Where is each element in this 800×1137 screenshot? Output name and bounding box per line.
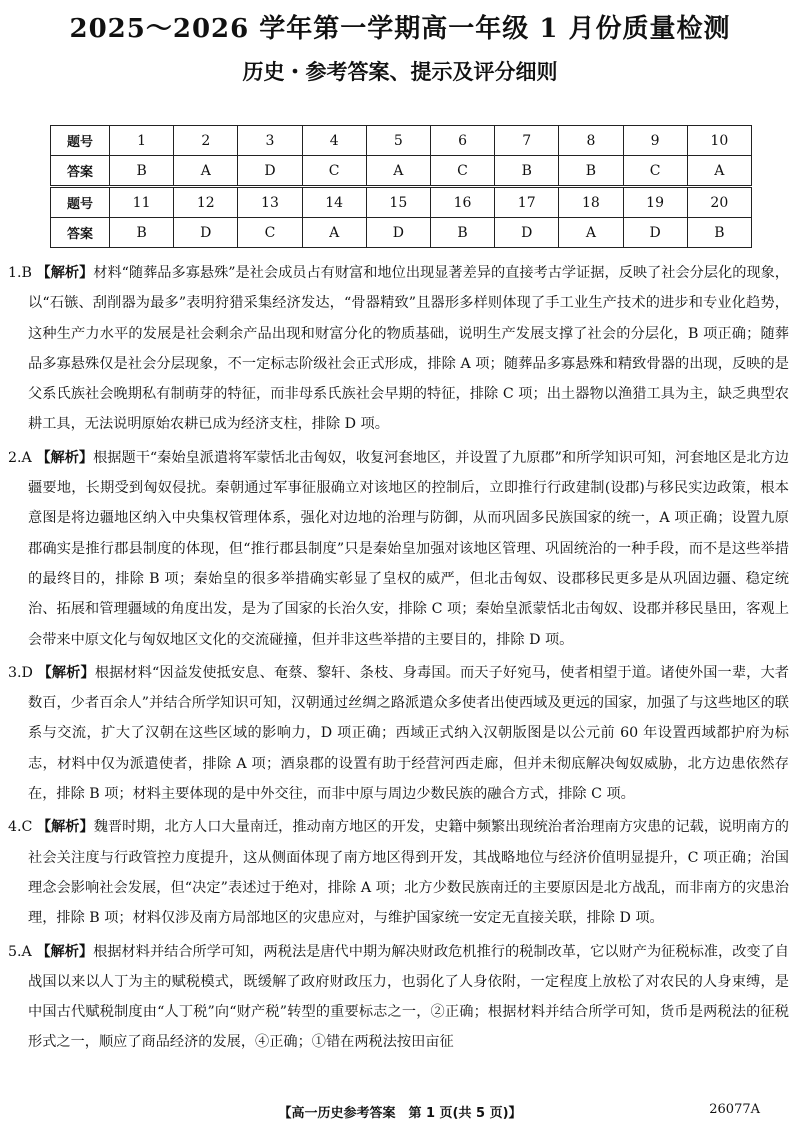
item-answer: B — [21, 265, 32, 281]
footer-paper-code: 26077A — [709, 1102, 760, 1117]
answer-row — [51, 156, 752, 187]
footer-page-info: 【高一历史参考答案 第 1 页(共 5 页)】 — [278, 1106, 522, 1121]
answer-cell: A — [687, 156, 751, 187]
question-number-cell: 15 — [366, 187, 430, 218]
analysis-tag: 【解析】 — [36, 943, 94, 960]
answer-cell: B — [559, 156, 623, 187]
row-label-answer: 答案 — [51, 156, 110, 187]
answer-row — [51, 218, 752, 248]
answer-cell: D — [495, 218, 559, 248]
answer-cell: A — [559, 218, 623, 248]
item-number: 4. — [8, 819, 22, 836]
answer-cell: A — [366, 156, 430, 187]
answer-cell: B — [110, 218, 174, 248]
analysis-tag: 【解析】 — [37, 664, 95, 681]
item-text: 材料“随葬品多寡悬殊”是社会成员占有财富和地位出现显著差异的直接考古学证据，反映了社会分层化的现象，以“石镞、刮削器为最多”表明狩猎采集经济发达，“骨器精致”且器形多样则体现了手工业生产技术的进步和专业化趋势，这种生产力水平的发展是社会剩余产品出现和财富分化的物质基础，说明生产发展支撑了社会的分层化，B 项正确；随葬品多寡悬殊仅是社会分层现象，不一定标志阶级社会正式形成，排除 A 项；随葬品多寡悬殊和精致骨器的出现，反映的是父系氏族社会晚期私有制萌芽的特征，而非母系氏族社会早期的特征，排除 C 项；出土器物以渔猎工具为主，缺乏典型农耕工具，无法说明原始农耕已成为经济支柱，排除 D 项。 — [28, 265, 789, 433]
explanation-item — [8, 258, 789, 440]
question-number-cell: 20 — [687, 187, 751, 218]
answer-cell: C — [430, 156, 494, 187]
answer-cell: C — [238, 218, 302, 248]
page-footer — [0, 1102, 800, 1126]
question-number-cell: 7 — [495, 126, 559, 156]
item-text: 魏晋时期，北方人口大量南迁，推动南方地区的开发，史籍中频繁出现统治者治理南方灾患的记载，说明南方的社会关注度与行政管控力度提升，这从侧面体现了南方地区得到开发，其战略地位与经济价值明显提升，C 项正确；治国理念会影响社会发展，但“决定”表述过于绝对，排除 A 项；北方少数民族南迁的主要原因是北方战乱，而非南方的灾患治理，排除 B 项；材料仅涉及南方局部地区的灾患应对，与维护国家统一安定无直接关联，排除 D 项。 — [28, 819, 789, 927]
row-label-number: 题号 — [51, 126, 110, 156]
question-number-cell: 17 — [495, 187, 559, 218]
explanation-item — [8, 812, 789, 933]
question-number-cell: 4 — [302, 126, 366, 156]
item-answer: C — [21, 819, 33, 836]
question-number-cell: 11 — [110, 187, 174, 218]
item-number: 3. — [8, 664, 22, 681]
analysis-tag: 【解析】 — [36, 449, 94, 466]
document-subtitle: 历史・参考答案、提示及评分细则 — [242, 60, 558, 84]
question-number-cell: 9 — [623, 126, 687, 156]
item-number: 2. — [8, 449, 22, 466]
row-label-answer: 答案 — [51, 218, 110, 248]
answer-table — [50, 125, 752, 248]
document-title: 2025～2026 学年第一学期高一年级 1 月份质量检测 — [69, 14, 731, 44]
explanation-item — [8, 443, 789, 655]
question-number-cell: 16 — [430, 187, 494, 218]
answer-cell: D — [623, 218, 687, 248]
answer-cell: C — [623, 156, 687, 187]
answer-cell: A — [302, 218, 366, 248]
question-number-cell: 10 — [687, 126, 751, 156]
answer-cell: A — [174, 156, 238, 187]
question-number-cell: 18 — [559, 187, 623, 218]
analysis-tag: 【解析】 — [36, 265, 94, 281]
question-number-cell: 2 — [174, 126, 238, 156]
analysis-tag: 【解析】 — [36, 819, 94, 836]
answer-cell: C — [302, 156, 366, 187]
item-answer: A — [21, 449, 32, 466]
question-number-cell: 3 — [238, 126, 302, 156]
question-number-cell: 19 — [623, 187, 687, 218]
explanation-item — [8, 658, 789, 809]
question-number-cell: 5 — [366, 126, 430, 156]
item-text: 根据材料并结合所学可知，两税法是唐代中期为解决财政危机推行的税制改革，它以财产为征税标准，改变了自战国以来以人丁为主的赋税模式，既缓解了政府财政压力，也弱化了人身依附，一定程度上放松了对农民的人身束缚，是中国古代赋税制度由“人丁税”向“财产税”转型的重要标志之一，②正确；根据材料并结合所学可知，货币是两税法的征税形式之一，顺应了商品经济的发展，④正确；①错在两税法按田亩征 — [28, 943, 789, 1051]
answer-cell: B — [110, 156, 174, 187]
question-number-cell: 6 — [430, 126, 494, 156]
explanations — [8, 258, 789, 1061]
question-number-row — [51, 187, 752, 218]
question-number-cell: 14 — [302, 187, 366, 218]
item-text: 根据题干“秦始皇派遣将军蒙恬北击匈奴，收复河套地区，并设置了九原郡”和所学知识可知，河套地区是北方边疆要地，长期受到匈奴侵扰。秦朝通过军事征服确立对该地区的控制后，立即推行行政建制(设郡)与移民实边政策，根本意图是将边疆地区纳入中央集权管理体系，强化对边地的治理与防御，从而巩固多民族国家的统一，A 项正确；设置九原郡确实是推行郡县制度的体现，但“推行郡县制度”只是秦始皇加强对该地区管理、巩固统治的一种手段，而不是这些举措的最终目的，排除 B 项；秦始皇的很多举措确实彰显了皇权的威严，但北击匈奴、设郡移民更多是从巩固边疆、稳定统治、拓展和管理疆域的角度出发，是为了国家的长治久安，排除 C 项；秦始皇派蒙恬北击匈奴、设郡并移民垦田，客观上会带来中原文化与匈奴地区文化的交流碰撞，但并非这些举措的主要目的，排除 D 项。 — [28, 449, 789, 648]
question-number-cell: 1 — [110, 126, 174, 156]
answer-cell: B — [430, 218, 494, 248]
answer-cell: D — [174, 218, 238, 248]
question-number-row — [51, 126, 752, 156]
question-number-cell: 13 — [238, 187, 302, 218]
answer-cell: B — [495, 156, 559, 187]
item-answer: A — [21, 943, 32, 960]
item-answer: D — [21, 664, 33, 681]
answer-cell: B — [687, 218, 751, 248]
item-text: 根据材料“因益发使抵安息、奄蔡、黎轩、条枝、身毒国。而天子好宛马，使者相望于道。诸使外国一辈，大者数百，少者百余人”并结合所学知识可知，汉朝通过丝绸之路派遣众多使者出使西域及更远的国家，加强了与这些地区的联系与交流，扩大了汉朝在这些区域的影响力，D 项正确；西域正式纳入汉朝版图是以公元前 60 年设置西域都护府为标志，材料中仅为派遣使者，排除 A 项；酒泉郡的设置有助于经营河西走廊，但并未彻底解决匈奴威胁，北方边患依然存在，排除 B 项；材料主要体现的是中外交往，而非中原与周边少数民族的融合方式，排除 C 项。 — [28, 664, 789, 803]
question-number-cell: 12 — [174, 187, 238, 218]
answer-cell: D — [238, 156, 302, 187]
item-number: 1. — [8, 265, 22, 281]
row-label-number: 题号 — [51, 187, 110, 218]
answer-cell: D — [366, 218, 430, 248]
explanation-item — [8, 937, 789, 1058]
item-number: 5. — [8, 943, 22, 960]
question-number-cell: 8 — [559, 126, 623, 156]
